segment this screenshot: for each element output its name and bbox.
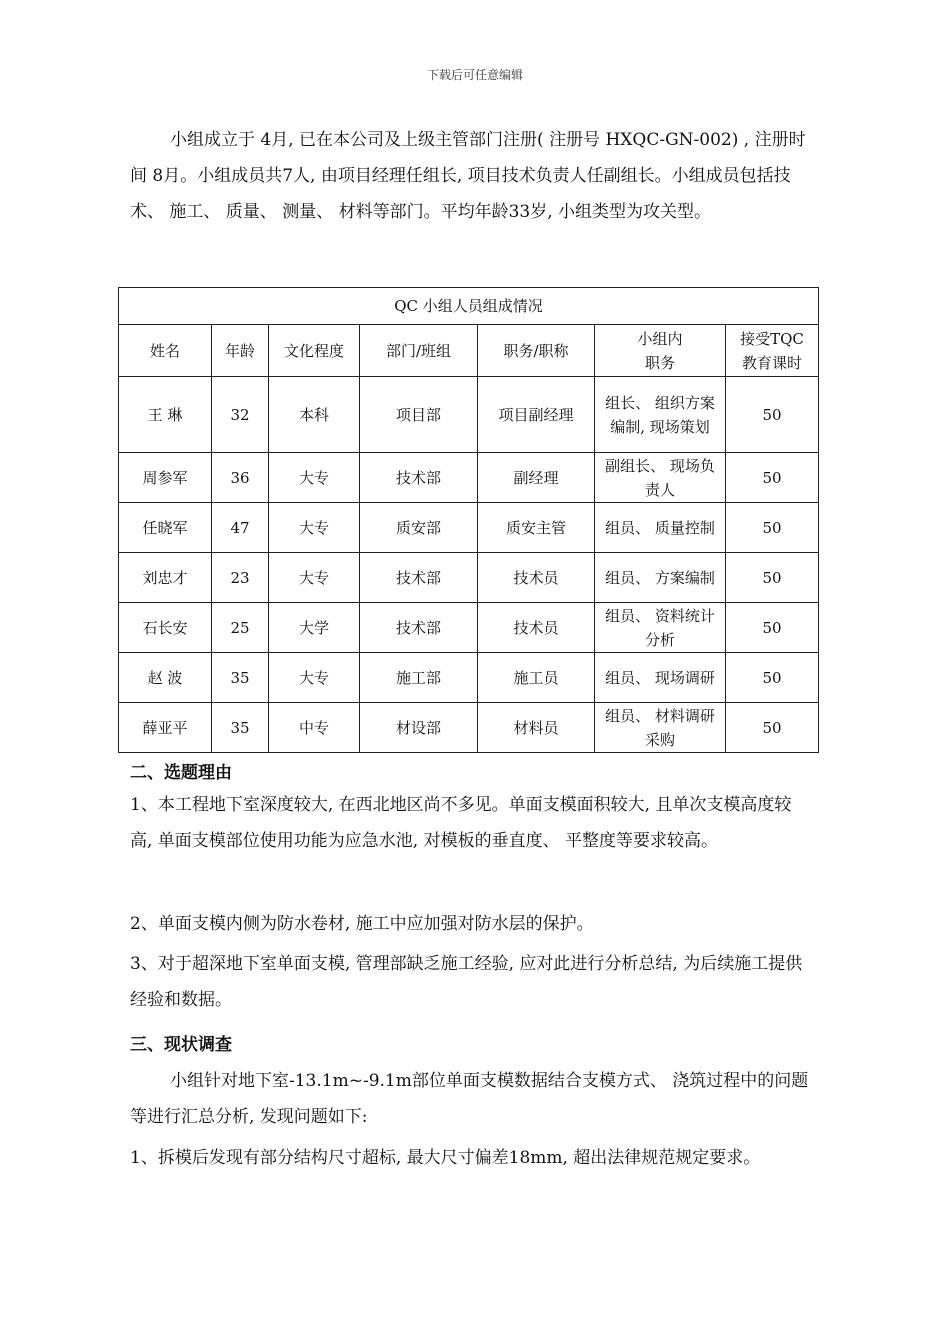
cell-duty: 组员、 现场调研 [595,653,726,703]
col-header-hours: 接受TQC 教育课时 [726,325,819,377]
cell-hours: 50 [726,503,819,553]
cell-duty: 组员、 方案编制 [595,553,726,603]
section3-title: 三、现状调查 [130,1035,232,1055]
cell-name: 刘忠才 [119,553,212,603]
section3-item-1: 1、拆模后发现有部分结构尺寸超标, 最大尺寸偏差18mm, 超出法律规范规定要求。 [130,1148,761,1168]
cell-age: 35 [212,653,269,703]
col-header-duty: 小组内 职务 [595,325,726,377]
cell-name: 王 琳 [119,377,212,453]
cell-dept: 技术部 [360,603,478,653]
cell-name: 任晓军 [119,503,212,553]
cell-title: 项目副经理 [478,377,595,453]
cell-duty: 副组长、 现场负责人 [595,453,726,503]
cell-hours: 50 [726,377,819,453]
cell-hours: 50 [726,603,819,653]
table-header-row [119,325,819,377]
cell-education: 大专 [269,653,360,703]
section3-intro: 小组针对地下室-13.1m~-9.1m部位单面支模数据结合支模方式、 浇筑过程中的问题等进行汇总分析, 发现问题如下: [130,1071,809,1127]
col-header-dept: 部门/班组 [360,325,478,377]
table-row [119,703,819,753]
cell-education: 大专 [269,503,360,553]
section2-item-1: 1、本工程地下室深度较大, 在西北地区尚不多见。单面支模面积较大, 且单次支模高度较高, 单面支模部位使用功能为应急水池, 对模板的垂直度、 平整度等要求较高。 [130,795,792,851]
cell-title: 副经理 [478,453,595,503]
table-caption: QC 小组人员组成情况 [119,288,819,325]
cell-education: 大专 [269,453,360,503]
cell-education: 本科 [269,377,360,453]
cell-education: 大学 [269,603,360,653]
table-row [119,377,819,453]
cell-dept: 施工部 [360,653,478,703]
cell-duty: 组长、 组织方案编制, 现场策划 [595,377,726,453]
cell-title: 技术员 [478,603,595,653]
col-header-age: 年龄 [212,325,269,377]
cell-hours: 50 [726,553,819,603]
intro-paragraph: 小组成立于 4月, 已在本公司及上级主管部门注册( 注册号 HXQC-GN-002) , 注册时间 8月。小组成员共7人, 由项目经理任组长, 项目技术负责人任副组长。小组成员包括技术、 施工、 质量、 测量、 材料等部门。平均年龄33岁, 小组类型为攻关型。 [130,130,806,222]
cell-age: 32 [212,377,269,453]
section2-item-3: 3、对于超深地下室单面支模, 管理部缺乏施工经验, 应对此进行分析总结, 为后续施工提供经验和数据。 [130,954,803,1010]
cell-age: 23 [212,553,269,603]
cell-dept: 材设部 [360,703,478,753]
cell-title: 质安主管 [478,503,595,553]
cell-title: 技术员 [478,553,595,603]
cell-age: 25 [212,603,269,653]
table-row [119,503,819,553]
section2-item-2: 2、单面支模内侧为防水卷材, 施工中应加强对防水层的保护。 [130,914,594,934]
cell-hours: 50 [726,453,819,503]
cell-dept: 技术部 [360,553,478,603]
cell-education: 大专 [269,553,360,603]
cell-dept: 项目部 [360,377,478,453]
cell-hours: 50 [726,703,819,753]
section2-title: 二、选题理由 [130,763,232,783]
header-note: 下载后可任意编辑 [426,68,523,82]
table-row [119,553,819,603]
table-row [119,453,819,503]
col-header-education: 文化程度 [269,325,360,377]
col-header-title: 职务/职称 [478,325,595,377]
cell-hours: 50 [726,653,819,703]
member-table [118,287,819,753]
table-row [119,653,819,703]
cell-education: 中专 [269,703,360,753]
cell-dept: 技术部 [360,453,478,503]
cell-dept: 质安部 [360,503,478,553]
cell-name: 薛亚平 [119,703,212,753]
cell-age: 35 [212,703,269,753]
cell-duty: 组员、 资料统计分析 [595,603,726,653]
cell-duty: 组员、 材料调研采购 [595,703,726,753]
cell-duty: 组员、 质量控制 [595,503,726,553]
cell-name: 赵 波 [119,653,212,703]
cell-name: 石长安 [119,603,212,653]
table-row [119,603,819,653]
cell-name: 周参军 [119,453,212,503]
cell-age: 47 [212,503,269,553]
col-header-name: 姓名 [119,325,212,377]
cell-title: 材料员 [478,703,595,753]
cell-title: 施工员 [478,653,595,703]
cell-age: 36 [212,453,269,503]
